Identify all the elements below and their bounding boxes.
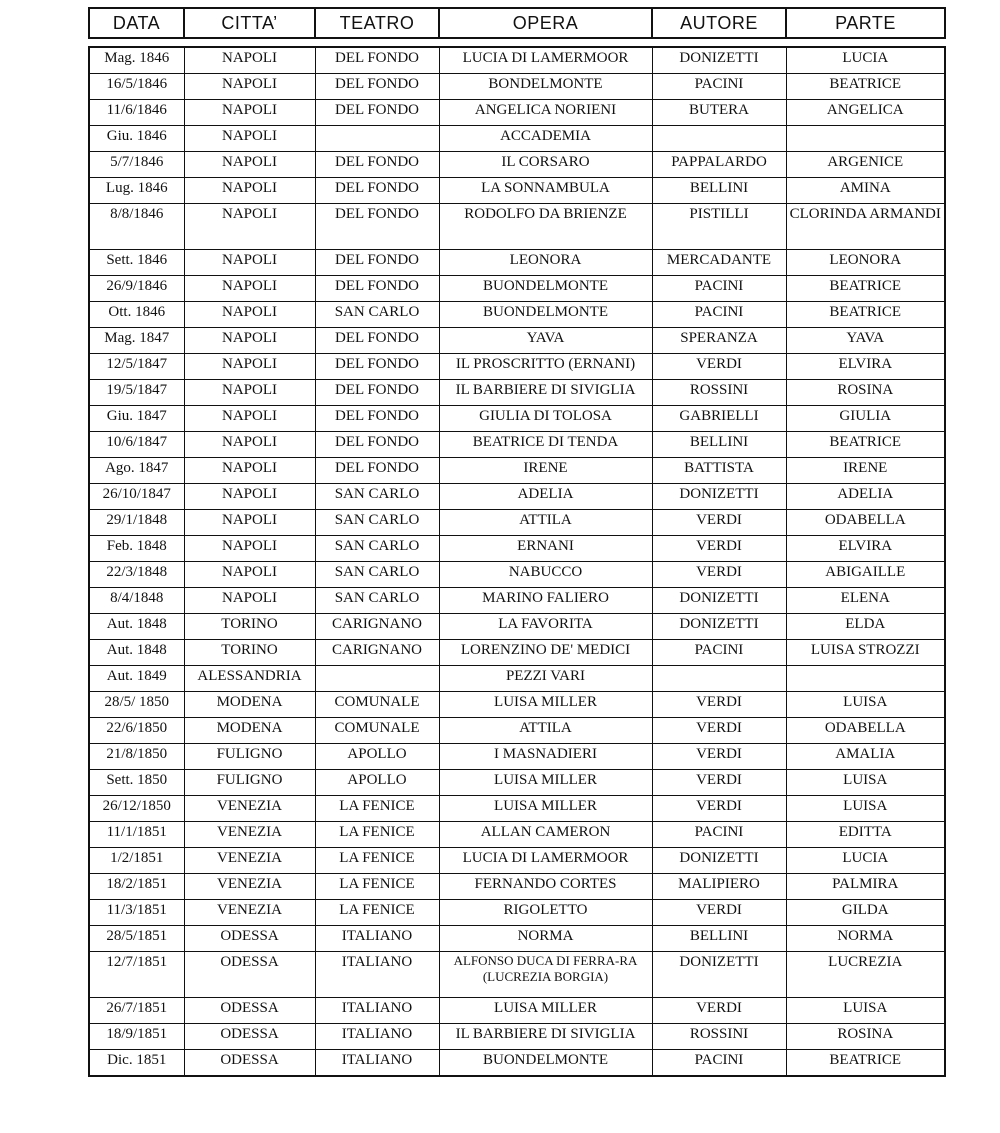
date-cell: Aut. 1849 bbox=[89, 666, 184, 692]
role-cell: ABIGAILLE bbox=[786, 562, 945, 588]
date-cell: Sett. 1846 bbox=[89, 250, 184, 276]
role-cell: BEATRICE bbox=[786, 276, 945, 302]
role-cell: EDITTA bbox=[786, 822, 945, 848]
city-cell: NAPOLI bbox=[184, 100, 315, 126]
city-cell: NAPOLI bbox=[184, 204, 315, 250]
date-cell: 21/8/1850 bbox=[89, 744, 184, 770]
table-row bbox=[89, 74, 945, 100]
opera-cell: ATTILA bbox=[439, 718, 652, 744]
table-row bbox=[89, 926, 945, 952]
city-cell: ODESSA bbox=[184, 1024, 315, 1050]
composer-cell: PACINI bbox=[652, 74, 786, 100]
date-cell: 18/9/1851 bbox=[89, 1024, 184, 1050]
role-cell: ARGENICE bbox=[786, 152, 945, 178]
theatre-cell: DEL FONDO bbox=[315, 100, 439, 126]
city-cell: VENEZIA bbox=[184, 848, 315, 874]
opera-cell: BONDELMONTE bbox=[439, 74, 652, 100]
composer-cell: GABRIELLI bbox=[652, 406, 786, 432]
composer-cell: PAPPALARDO bbox=[652, 152, 786, 178]
date-cell: 22/6/1850 bbox=[89, 718, 184, 744]
table-row bbox=[89, 1024, 945, 1050]
composer-cell: DONIZETTI bbox=[652, 848, 786, 874]
opera-cell: BEATRICE DI TENDA bbox=[439, 432, 652, 458]
table-row bbox=[89, 952, 945, 998]
theatre-cell: DEL FONDO bbox=[315, 276, 439, 302]
theatre-cell: LA FENICE bbox=[315, 874, 439, 900]
date-cell: 5/7/1846 bbox=[89, 152, 184, 178]
table-row bbox=[89, 380, 945, 406]
theatre-cell: DEL FONDO bbox=[315, 354, 439, 380]
theatre-cell: SAN CARLO bbox=[315, 510, 439, 536]
table-row bbox=[89, 354, 945, 380]
composer-cell: VERDI bbox=[652, 796, 786, 822]
role-cell: LUISA STROZZI bbox=[786, 640, 945, 666]
date-cell: 8/4/1848 bbox=[89, 588, 184, 614]
header-teatro: TEATRO bbox=[315, 8, 439, 38]
composer-cell: PACINI bbox=[652, 276, 786, 302]
composer-cell: DONIZETTI bbox=[652, 588, 786, 614]
city-cell: NAPOLI bbox=[184, 432, 315, 458]
date-cell: Ago. 1847 bbox=[89, 458, 184, 484]
opera-cell: ACCADEMIA bbox=[439, 126, 652, 152]
opera-cell: ERNANI bbox=[439, 536, 652, 562]
opera-cell: MARINO FALIERO bbox=[439, 588, 652, 614]
composer-cell: BELLINI bbox=[652, 926, 786, 952]
date-cell: 26/12/1850 bbox=[89, 796, 184, 822]
table-row bbox=[89, 770, 945, 796]
table-row bbox=[89, 744, 945, 770]
header-table bbox=[88, 7, 946, 39]
theatre-cell: COMUNALE bbox=[315, 692, 439, 718]
theatre-cell: DEL FONDO bbox=[315, 47, 439, 74]
composer-cell: VERDI bbox=[652, 510, 786, 536]
header-opera: OPERA bbox=[439, 8, 652, 38]
date-cell: 28/5/ 1850 bbox=[89, 692, 184, 718]
opera-cell: ALLAN CAMERON bbox=[439, 822, 652, 848]
role-cell: IRENE bbox=[786, 458, 945, 484]
city-cell: NAPOLI bbox=[184, 152, 315, 178]
role-cell: LEONORA bbox=[786, 250, 945, 276]
city-cell: ODESSA bbox=[184, 926, 315, 952]
table-row bbox=[89, 432, 945, 458]
table-row bbox=[89, 302, 945, 328]
role-cell: LUISA bbox=[786, 998, 945, 1024]
city-cell: MODENA bbox=[184, 718, 315, 744]
role-cell: LUCREZIA bbox=[786, 952, 945, 998]
theatre-cell: DEL FONDO bbox=[315, 250, 439, 276]
role-cell: GIULIA bbox=[786, 406, 945, 432]
city-cell: NAPOLI bbox=[184, 510, 315, 536]
opera-cell: BUONDELMONTE bbox=[439, 276, 652, 302]
date-cell: 11/3/1851 bbox=[89, 900, 184, 926]
opera-cell: LA FAVORITA bbox=[439, 614, 652, 640]
opera-cell: IL BARBIERE DI SIVIGLIA bbox=[439, 1024, 652, 1050]
city-cell: NAPOLI bbox=[184, 536, 315, 562]
composer-cell: DONIZETTI bbox=[652, 484, 786, 510]
theatre-cell: LA FENICE bbox=[315, 900, 439, 926]
date-cell: 11/1/1851 bbox=[89, 822, 184, 848]
city-cell: TORINO bbox=[184, 614, 315, 640]
role-cell: ELENA bbox=[786, 588, 945, 614]
role-cell: YAVA bbox=[786, 328, 945, 354]
composer-cell: PACINI bbox=[652, 1050, 786, 1077]
role-cell: LUISA bbox=[786, 796, 945, 822]
composer-cell bbox=[652, 126, 786, 152]
date-cell: Mag. 1847 bbox=[89, 328, 184, 354]
composer-cell: PACINI bbox=[652, 822, 786, 848]
theatre-cell: SAN CARLO bbox=[315, 588, 439, 614]
table-row bbox=[89, 692, 945, 718]
header-data: DATA bbox=[89, 8, 184, 38]
date-cell: 10/6/1847 bbox=[89, 432, 184, 458]
role-cell: BEATRICE bbox=[786, 302, 945, 328]
table-row bbox=[89, 536, 945, 562]
theatre-cell: DEL FONDO bbox=[315, 74, 439, 100]
table-row bbox=[89, 276, 945, 302]
date-cell: 1/2/1851 bbox=[89, 848, 184, 874]
role-cell bbox=[786, 126, 945, 152]
performances-table bbox=[88, 46, 946, 1077]
composer-cell: PACINI bbox=[652, 302, 786, 328]
city-cell: NAPOLI bbox=[184, 47, 315, 74]
role-cell: ODABELLA bbox=[786, 510, 945, 536]
theatre-cell: APOLLO bbox=[315, 770, 439, 796]
city-cell: NAPOLI bbox=[184, 74, 315, 100]
opera-cell: LUISA MILLER bbox=[439, 796, 652, 822]
theatre-cell: ITALIANO bbox=[315, 952, 439, 998]
table-row bbox=[89, 510, 945, 536]
role-cell: ELDA bbox=[786, 614, 945, 640]
theatre-cell: SAN CARLO bbox=[315, 562, 439, 588]
theatre-cell: DEL FONDO bbox=[315, 152, 439, 178]
role-cell: LUCIA bbox=[786, 848, 945, 874]
composer-cell: VERDI bbox=[652, 536, 786, 562]
composer-cell: VERDI bbox=[652, 998, 786, 1024]
city-cell: NAPOLI bbox=[184, 328, 315, 354]
theatre-cell: CARIGNANO bbox=[315, 614, 439, 640]
city-cell: ODESSA bbox=[184, 1050, 315, 1077]
table-row bbox=[89, 848, 945, 874]
table-row bbox=[89, 640, 945, 666]
theatre-cell: CARIGNANO bbox=[315, 640, 439, 666]
role-cell: ANGELICA bbox=[786, 100, 945, 126]
city-cell: NAPOLI bbox=[184, 406, 315, 432]
composer-cell: VERDI bbox=[652, 692, 786, 718]
composer-cell: ROSSINI bbox=[652, 380, 786, 406]
composer-cell: BELLINI bbox=[652, 178, 786, 204]
table-row bbox=[89, 718, 945, 744]
city-cell: NAPOLI bbox=[184, 354, 315, 380]
opera-cell: IL PROSCRITTO (ERNANI) bbox=[439, 354, 652, 380]
city-cell: ODESSA bbox=[184, 952, 315, 998]
city-cell: FULIGNO bbox=[184, 744, 315, 770]
opera-cell: NABUCCO bbox=[439, 562, 652, 588]
theatre-cell: DEL FONDO bbox=[315, 406, 439, 432]
role-cell: BEATRICE bbox=[786, 74, 945, 100]
table-row bbox=[89, 328, 945, 354]
table-row bbox=[89, 406, 945, 432]
composer-cell: VERDI bbox=[652, 354, 786, 380]
role-cell: ADELIA bbox=[786, 484, 945, 510]
composer-cell: MERCADANTE bbox=[652, 250, 786, 276]
theatre-cell: DEL FONDO bbox=[315, 458, 439, 484]
table-row bbox=[89, 796, 945, 822]
table-row bbox=[89, 900, 945, 926]
table-row bbox=[89, 484, 945, 510]
composer-cell: VERDI bbox=[652, 562, 786, 588]
theatre-cell: DEL FONDO bbox=[315, 432, 439, 458]
opera-cell: RIGOLETTO bbox=[439, 900, 652, 926]
city-cell: NAPOLI bbox=[184, 276, 315, 302]
composer-cell: ROSSINI bbox=[652, 1024, 786, 1050]
role-cell: PALMIRA bbox=[786, 874, 945, 900]
date-cell: Giu. 1846 bbox=[89, 126, 184, 152]
header-parte: PARTE bbox=[786, 8, 945, 38]
table-row bbox=[89, 588, 945, 614]
table-row bbox=[89, 126, 945, 152]
role-cell: ROSINA bbox=[786, 380, 945, 406]
opera-cell: LUISA MILLER bbox=[439, 692, 652, 718]
theatre-cell: APOLLO bbox=[315, 744, 439, 770]
role-cell: LUCIA bbox=[786, 47, 945, 74]
theatre-cell: LA FENICE bbox=[315, 822, 439, 848]
city-cell: TORINO bbox=[184, 640, 315, 666]
role-cell: NORMA bbox=[786, 926, 945, 952]
composer-cell: BATTISTA bbox=[652, 458, 786, 484]
opera-cell: ANGELICA NORIENI bbox=[439, 100, 652, 126]
theatre-cell: SAN CARLO bbox=[315, 302, 439, 328]
date-cell: 11/6/1846 bbox=[89, 100, 184, 126]
table-row bbox=[89, 998, 945, 1024]
city-cell: FULIGNO bbox=[184, 770, 315, 796]
role-cell bbox=[786, 666, 945, 692]
table-row bbox=[89, 250, 945, 276]
composer-cell: BELLINI bbox=[652, 432, 786, 458]
theatre-cell: ITALIANO bbox=[315, 1050, 439, 1077]
date-cell: 26/7/1851 bbox=[89, 998, 184, 1024]
theatre-cell: ITALIANO bbox=[315, 998, 439, 1024]
table-row bbox=[89, 666, 945, 692]
city-cell: VENEZIA bbox=[184, 900, 315, 926]
opera-cell: IRENE bbox=[439, 458, 652, 484]
theatre-cell: DEL FONDO bbox=[315, 204, 439, 250]
composer-cell: VERDI bbox=[652, 770, 786, 796]
date-cell: 12/5/1847 bbox=[89, 354, 184, 380]
table-row bbox=[89, 562, 945, 588]
role-cell: BEATRICE bbox=[786, 432, 945, 458]
opera-cell: LORENZINO DE' MEDICI bbox=[439, 640, 652, 666]
city-cell: VENEZIA bbox=[184, 822, 315, 848]
opera-cell: LEONORA bbox=[439, 250, 652, 276]
role-cell: LUISA bbox=[786, 692, 945, 718]
theatre-cell: ITALIANO bbox=[315, 926, 439, 952]
table-row bbox=[89, 614, 945, 640]
table-row bbox=[89, 1050, 945, 1077]
date-cell: Mag. 1846 bbox=[89, 47, 184, 74]
theatre-cell: SAN CARLO bbox=[315, 536, 439, 562]
city-cell: MODENA bbox=[184, 692, 315, 718]
table-row bbox=[89, 204, 945, 250]
theatre-cell: LA FENICE bbox=[315, 848, 439, 874]
theatre-cell: DEL FONDO bbox=[315, 328, 439, 354]
theatre-cell bbox=[315, 666, 439, 692]
date-cell: 19/5/1847 bbox=[89, 380, 184, 406]
theatre-cell bbox=[315, 126, 439, 152]
performances-body bbox=[89, 47, 945, 1076]
role-cell: BEATRICE bbox=[786, 1050, 945, 1077]
city-cell: NAPOLI bbox=[184, 484, 315, 510]
opera-cell: LUCIA DI LAMERMOOR bbox=[439, 47, 652, 74]
composer-cell: SPERANZA bbox=[652, 328, 786, 354]
date-cell: 8/8/1846 bbox=[89, 204, 184, 250]
city-cell: NAPOLI bbox=[184, 302, 315, 328]
city-cell: ALESSANDRIA bbox=[184, 666, 315, 692]
date-cell: 26/10/1847 bbox=[89, 484, 184, 510]
date-cell: Giu. 1847 bbox=[89, 406, 184, 432]
opera-cell: YAVA bbox=[439, 328, 652, 354]
composer-cell: DONIZETTI bbox=[652, 614, 786, 640]
table-row bbox=[89, 178, 945, 204]
composer-cell: MALIPIERO bbox=[652, 874, 786, 900]
header-autore: AUTORE bbox=[652, 8, 786, 38]
opera-cell: ALFONSO DUCA DI FERRA-RA (LUCREZIA BORGIA) bbox=[439, 952, 652, 998]
opera-cell: LA SONNAMBULA bbox=[439, 178, 652, 204]
theatre-cell: LA FENICE bbox=[315, 796, 439, 822]
role-cell: AMINA bbox=[786, 178, 945, 204]
city-cell: NAPOLI bbox=[184, 250, 315, 276]
composer-cell: VERDI bbox=[652, 744, 786, 770]
opera-cell: I MASNADIERI bbox=[439, 744, 652, 770]
date-cell: Sett. 1850 bbox=[89, 770, 184, 796]
role-cell: GILDA bbox=[786, 900, 945, 926]
composer-cell: VERDI bbox=[652, 900, 786, 926]
city-cell: NAPOLI bbox=[184, 588, 315, 614]
theatre-cell: DEL FONDO bbox=[315, 380, 439, 406]
city-cell: NAPOLI bbox=[184, 178, 315, 204]
composer-cell bbox=[652, 666, 786, 692]
header-citta: CITTA’ bbox=[184, 8, 315, 38]
date-cell: Feb. 1848 bbox=[89, 536, 184, 562]
table-row bbox=[89, 152, 945, 178]
date-cell: 22/3/1848 bbox=[89, 562, 184, 588]
composer-cell: BUTERA bbox=[652, 100, 786, 126]
composer-cell: DONIZETTI bbox=[652, 952, 786, 998]
opera-cell: NORMA bbox=[439, 926, 652, 952]
table-row bbox=[89, 874, 945, 900]
composer-cell: PACINI bbox=[652, 640, 786, 666]
date-cell: Aut. 1848 bbox=[89, 614, 184, 640]
date-cell: 28/5/1851 bbox=[89, 926, 184, 952]
opera-cell: LUISA MILLER bbox=[439, 770, 652, 796]
composer-cell: PISTILLI bbox=[652, 204, 786, 250]
opera-cell: BUONDELMONTE bbox=[439, 302, 652, 328]
opera-cell: IL BARBIERE DI SIVIGLIA bbox=[439, 380, 652, 406]
date-cell: 26/9/1846 bbox=[89, 276, 184, 302]
date-cell: 12/7/1851 bbox=[89, 952, 184, 998]
city-cell: NAPOLI bbox=[184, 126, 315, 152]
opera-cell: PEZZI VARI bbox=[439, 666, 652, 692]
city-cell: NAPOLI bbox=[184, 458, 315, 484]
composer-cell: VERDI bbox=[652, 718, 786, 744]
date-cell: 16/5/1846 bbox=[89, 74, 184, 100]
role-cell: ODABELLA bbox=[786, 718, 945, 744]
role-cell: LUISA bbox=[786, 770, 945, 796]
composer-cell: DONIZETTI bbox=[652, 47, 786, 74]
city-cell: VENEZIA bbox=[184, 796, 315, 822]
opera-cell: LUISA MILLER bbox=[439, 998, 652, 1024]
table-row bbox=[89, 47, 945, 74]
city-cell: ODESSA bbox=[184, 998, 315, 1024]
opera-cell: FERNANDO CORTES bbox=[439, 874, 652, 900]
theatre-cell: SAN CARLO bbox=[315, 484, 439, 510]
theatre-cell: ITALIANO bbox=[315, 1024, 439, 1050]
opera-cell: BUONDELMONTE bbox=[439, 1050, 652, 1077]
role-cell: AMALIA bbox=[786, 744, 945, 770]
city-cell: NAPOLI bbox=[184, 380, 315, 406]
opera-cell: GIULIA DI TOLOSA bbox=[439, 406, 652, 432]
date-cell: Ott. 1846 bbox=[89, 302, 184, 328]
table-row bbox=[89, 100, 945, 126]
opera-cell: ATTILA bbox=[439, 510, 652, 536]
date-cell: Aut. 1848 bbox=[89, 640, 184, 666]
role-cell: ELVIRA bbox=[786, 354, 945, 380]
role-cell: CLORINDA ARMANDI bbox=[786, 204, 945, 250]
city-cell: NAPOLI bbox=[184, 562, 315, 588]
opera-cell: LUCIA DI LAMERMOOR bbox=[439, 848, 652, 874]
date-cell: 29/1/1848 bbox=[89, 510, 184, 536]
table-row bbox=[89, 822, 945, 848]
opera-cell: RODOLFO DA BRIENZE bbox=[439, 204, 652, 250]
opera-cell: ADELIA bbox=[439, 484, 652, 510]
date-cell: Lug. 1846 bbox=[89, 178, 184, 204]
role-cell: ROSINA bbox=[786, 1024, 945, 1050]
theatre-cell: COMUNALE bbox=[315, 718, 439, 744]
role-cell: ELVIRA bbox=[786, 536, 945, 562]
date-cell: Dic. 1851 bbox=[89, 1050, 184, 1077]
table-row bbox=[89, 458, 945, 484]
theatre-cell: DEL FONDO bbox=[315, 178, 439, 204]
opera-cell: IL CORSARO bbox=[439, 152, 652, 178]
date-cell: 18/2/1851 bbox=[89, 874, 184, 900]
header-row bbox=[89, 8, 945, 38]
city-cell: VENEZIA bbox=[184, 874, 315, 900]
